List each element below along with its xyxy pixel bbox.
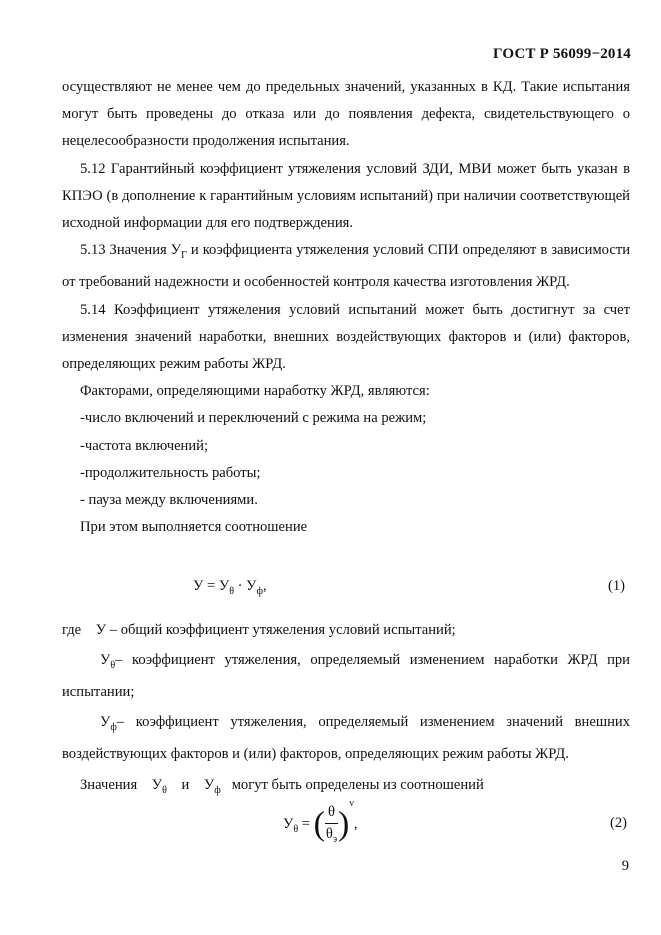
document-id: ГОСТ Р 56099−2014 xyxy=(493,46,631,62)
factor-item: -число включений и переключений с режима на режим; xyxy=(80,410,427,427)
page-number: 9 xyxy=(621,858,629,874)
formula-2: $У_\theta$ = ( $\frac{\theta}{\theta_э}$ )$^\nu$, xyxy=(283,798,358,846)
body-text xyxy=(62,74,630,541)
formula-2-number: (2) xyxy=(609,815,627,831)
symbol-u-g: $У_Г$ xyxy=(170,242,187,262)
paragraph-5-12: 5.12 Гарантийный коэффициент утяжеления условий ЗДИ, МВИ может быть указан в КПЭО (в дополнение к гарантийным условиям испытаний) при наличии соответствующей исходной информации для его подтверждения. xyxy=(62,160,630,232)
factors-intro: Факторами, определяющими наработку ЖРД, являются: xyxy=(80,383,430,400)
formula-1: $У = У_\theta \cdot У_ф$, xyxy=(193,578,267,597)
relation-intro: При этом выполняется соотношение xyxy=(80,519,308,536)
definition-u-theta: $У_\theta-$ коэффициент утяжеления, определяемый изменением наработки ЖРД при испытании; xyxy=(62,652,630,700)
factor-item: -продолжительность работы; xyxy=(80,464,261,481)
definition-u-f: $У_ф-$ коэффициент утяжеления, определяемый изменением значений внешних воздействующих факторов и (или) факторов, определяющих режим работы ЖРД. xyxy=(62,714,630,762)
factor-item: - пауза между включениями. xyxy=(80,492,258,509)
definition-u: где У – общий коэффициент утяжеления условий испытаний; xyxy=(62,622,456,638)
paragraph-5-14: 5.14 Коэффициент утяжеления условий испытаний может быть достигнут за счет изменения значений наработки, внешних воздействующих факторов и (или) факторов, определяющих режим работы ЖРД. xyxy=(62,301,630,373)
factor-item: -частота включений; xyxy=(80,437,209,454)
paragraph-continuation: осуществляют не менее чем до предельных значений, указанных в КД. Такие испытания могут быть проведены до отказа или до появления дефекта, свидетельствующего о нецелесообразности продолжения испытания. xyxy=(62,79,630,150)
definitions xyxy=(62,617,630,804)
paragraph-5-13: 5.13 Значения $У_Г$ и коэффициента утяжеления условий СПИ определяют в зависимости от требований надежности и особенностей контроля качества изготовления ЖРД. xyxy=(62,242,631,291)
formula-1-number: (1) xyxy=(607,578,625,594)
values-sentence: Значения $У_\theta$ и $У_ф$ могут быть определены из соотношений xyxy=(80,777,484,796)
